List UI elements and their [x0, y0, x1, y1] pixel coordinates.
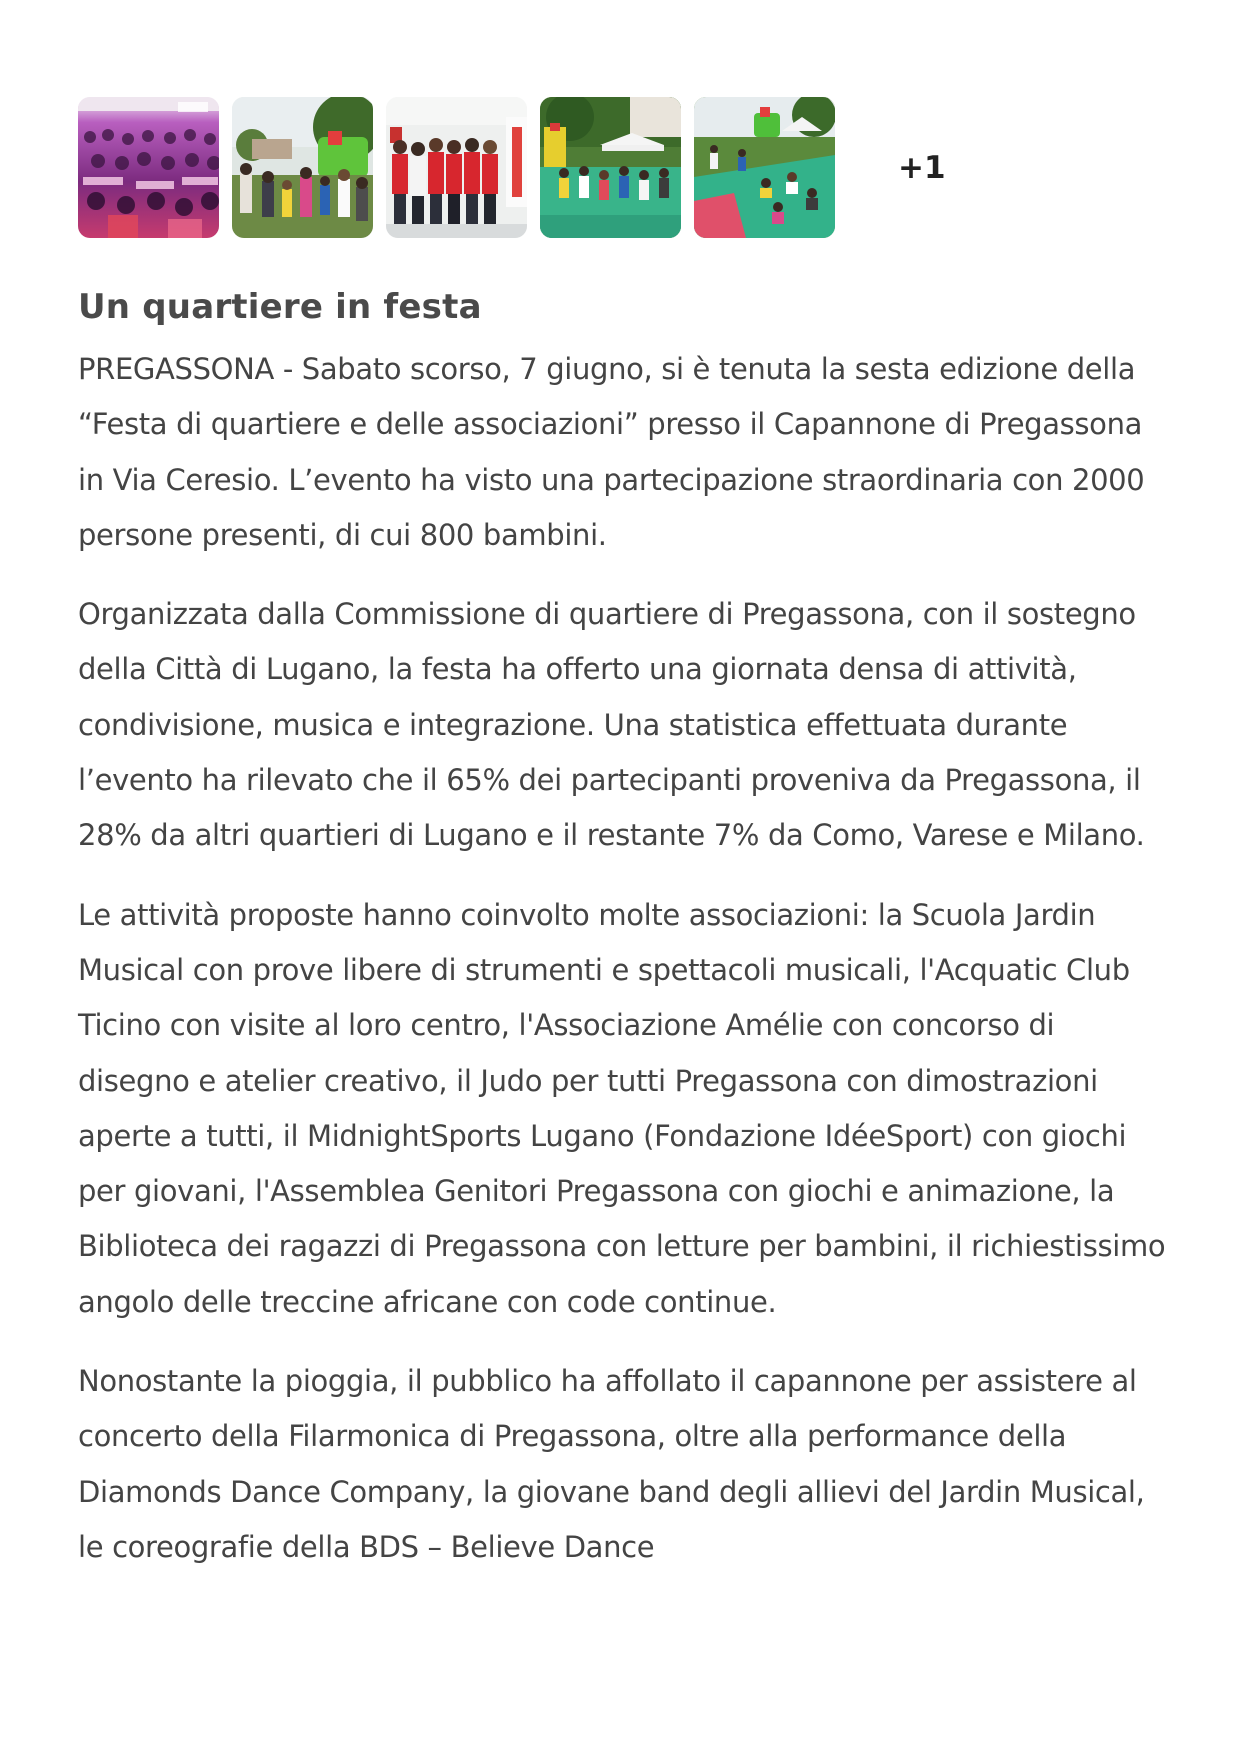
gallery-image-children	[694, 97, 835, 238]
article-paragraph: Organizzata dalla Commissione di quartiere di Pregassona, con il sostegno della Città di Lugano, la festa ha offerto una giornata densa di attività, condivisione, musica e integrazione. Una statistica effettuata durante l’evento ha rilevato che il 65% dei partecipanti proveniva da Pregassona, il 28% da altri quartieri di Lugano e il restante 7% da Como, Varese e Milano.	[78, 597, 1145, 853]
article-paragraph: Le attività proposte hanno coinvolto molte associazioni: la Scuola Jardin Musical con prove libere di strumenti e spettacoli musicali, l'Acquatic Club Ticino con visite al loro centro, l'Associazione Amélie con concorso di disegno e atelier creativo, il Judo per tutti Pregassona con dimostrazioni aperte a tutti, il MidnightSports Lugano (Fondazione IdéeSport) con giochi per giovani, l'Assemblea Genitori Pregassona con giochi e animazione, la Biblioteca dei ragazzi di Pregassona con letture per bambini, il richiestissimo angolo delle treccine africane con code continue.	[78, 897, 1166, 1319]
gallery-image-crowd	[78, 97, 219, 238]
gallery-image-outdoor	[232, 97, 373, 238]
gallery-thumb-1[interactable]	[78, 97, 219, 238]
article-paragraph: PREGASSONA - Sabato scorso, 7 giugno, si è tenuta la sesta edizione della “Festa di quartiere e delle associazioni” presso il Capannone di Pregassona in Via Ceresio. L’evento ha visto una partecipazione straordinaria con 2000 persone presenti, di cui 800 bambini.	[78, 352, 1145, 552]
article-title: Un quartiere in festa	[78, 287, 482, 327]
gallery-thumb-2[interactable]	[232, 97, 373, 238]
gallery-thumb-3[interactable]	[386, 97, 527, 238]
gallery-more-button[interactable]: +1	[898, 149, 946, 186]
article-paragraph: Nonostante la pioggia, il pubblico ha affollato il capannone per assistere al concerto della Filarmonica di Pregassona, oltre alla performance della Diamonds Dance Company, la giovane band degli allievi del Jardin Musical, le coreografie della BDS – Believe Dance	[78, 1364, 1145, 1564]
gallery-thumb-4[interactable]	[540, 97, 681, 238]
gallery-image-group	[386, 97, 527, 238]
gallery-image-activities	[540, 97, 681, 238]
article-body	[78, 278, 1168, 1599]
photo-gallery	[78, 97, 946, 238]
gallery-thumb-5[interactable]	[694, 97, 835, 238]
